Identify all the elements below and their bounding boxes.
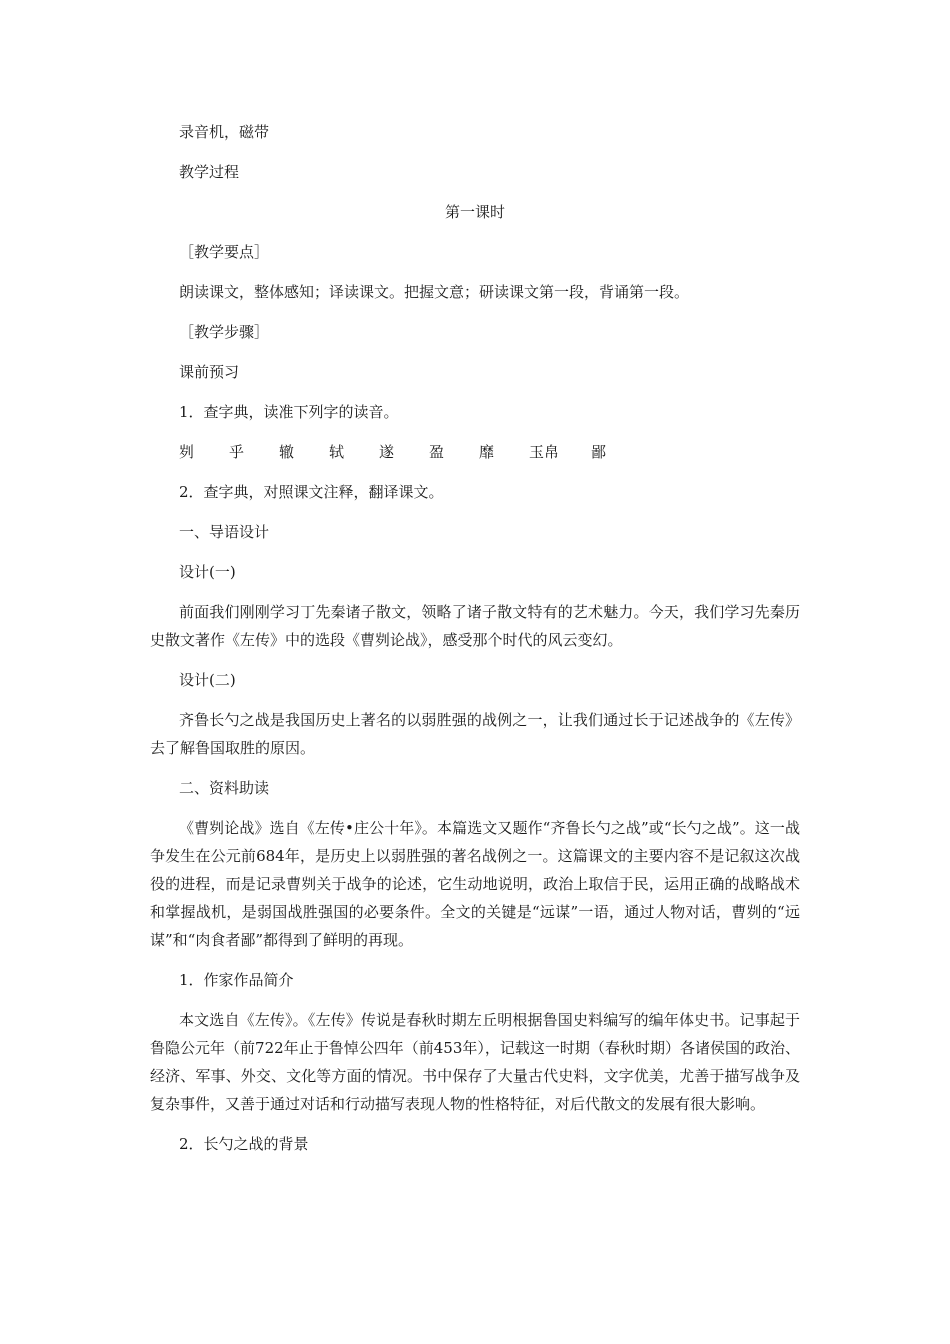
design-1-text: 前面我们刚刚学习丁先秦诸子散文，领略了诸子散文特有的艺术魅力。今天，我们学习先秦历史散文著作《左传》中的选段《曹刿论战》，感受那个时代的风云变幻。 <box>150 603 800 649</box>
preview-item-2: 2．查字典，对照课文注释，翻译课文。 <box>179 483 444 501</box>
character-item: 刿 <box>179 443 195 461</box>
design-1-heading: 设计(一) <box>179 563 236 581</box>
materials-line: 录音机，磁带 <box>179 123 270 141</box>
materials-text: 《曹刿论战》选自《左传•庄公十年》。本篇选文又题作“齐鲁长勺之战”或“长勺之战”。这一战争发生在公元前684年，是历史上以弱胜强的著名战例之一。这篇课文的主要内容不是记叙这次战役的进程，而是记录曹刿关于战争的论述，它生动地说明，政治上取信于民，运用正确的战略战术和掌握战机，是弱国战胜强国的必要条件。全文的关键是“远谋”一语，通过人物对话，曹刿的“远谋”和“肉食者鄙”都得到了鲜明的再现。 <box>150 819 800 949</box>
battle-background-heading: 2．长勺之战的背景 <box>179 1135 309 1153</box>
character-list <box>150 438 800 466</box>
key-points-text: 朗读课文，整体感知；译读课文。把握文意；研读课文第一段，背诵第一段。 <box>179 283 690 301</box>
section-heading-preview: 课前预习 <box>179 363 240 381</box>
character-item: 辙 <box>279 443 295 461</box>
preview-item-1: 1．查字典，读准下列字的读音。 <box>179 403 399 421</box>
design-2-heading: 设计(二) <box>179 671 236 689</box>
character-item: 靡 <box>479 443 495 461</box>
section-heading-materials: 二、资料助读 <box>179 779 270 797</box>
character-item: 盈 <box>429 443 445 461</box>
author-works-text: 本文选自《左传》。《左传》传说是春秋时期左丘明根据鲁国史料编写的编年体史书。记事起于鲁隐公元年（前722年止于鲁悼公四年（前453年），记载这一时期（春秋时期）各诸侯国的政治、经济、军事、外交、文化等方面的情况。书中保存了大量古代史料，文字优美，尤善于描写战争及复杂事件，又善于通过对话和行动描写表现人物的性格特征，对后代散文的发展有很大影响。 <box>150 1011 800 1113</box>
author-works-heading: 1．作家作品简介 <box>179 971 294 989</box>
section-heading-steps: ［教学步骤］ <box>179 323 270 341</box>
design-2-text: 齐鲁长勺之战是我国历史上著名的以弱胜强的战例之一，让我们通过长于记述战争的《左传》去了解鲁国取胜的原因。 <box>150 711 800 757</box>
character-item: 玉帛 <box>529 443 560 461</box>
character-item: 乎 <box>229 443 245 461</box>
section-heading-intro-design: 一、导语设计 <box>179 523 270 541</box>
section-heading-key-points: ［教学要点］ <box>179 243 270 261</box>
lesson-title: 第一课时 <box>444 203 505 221</box>
document-body <box>150 118 800 1170</box>
character-item: 遂 <box>379 443 395 461</box>
section-heading-process: 教学过程 <box>179 163 240 181</box>
character-item: 轼 <box>329 443 345 461</box>
character-item: 鄙 <box>591 443 607 461</box>
